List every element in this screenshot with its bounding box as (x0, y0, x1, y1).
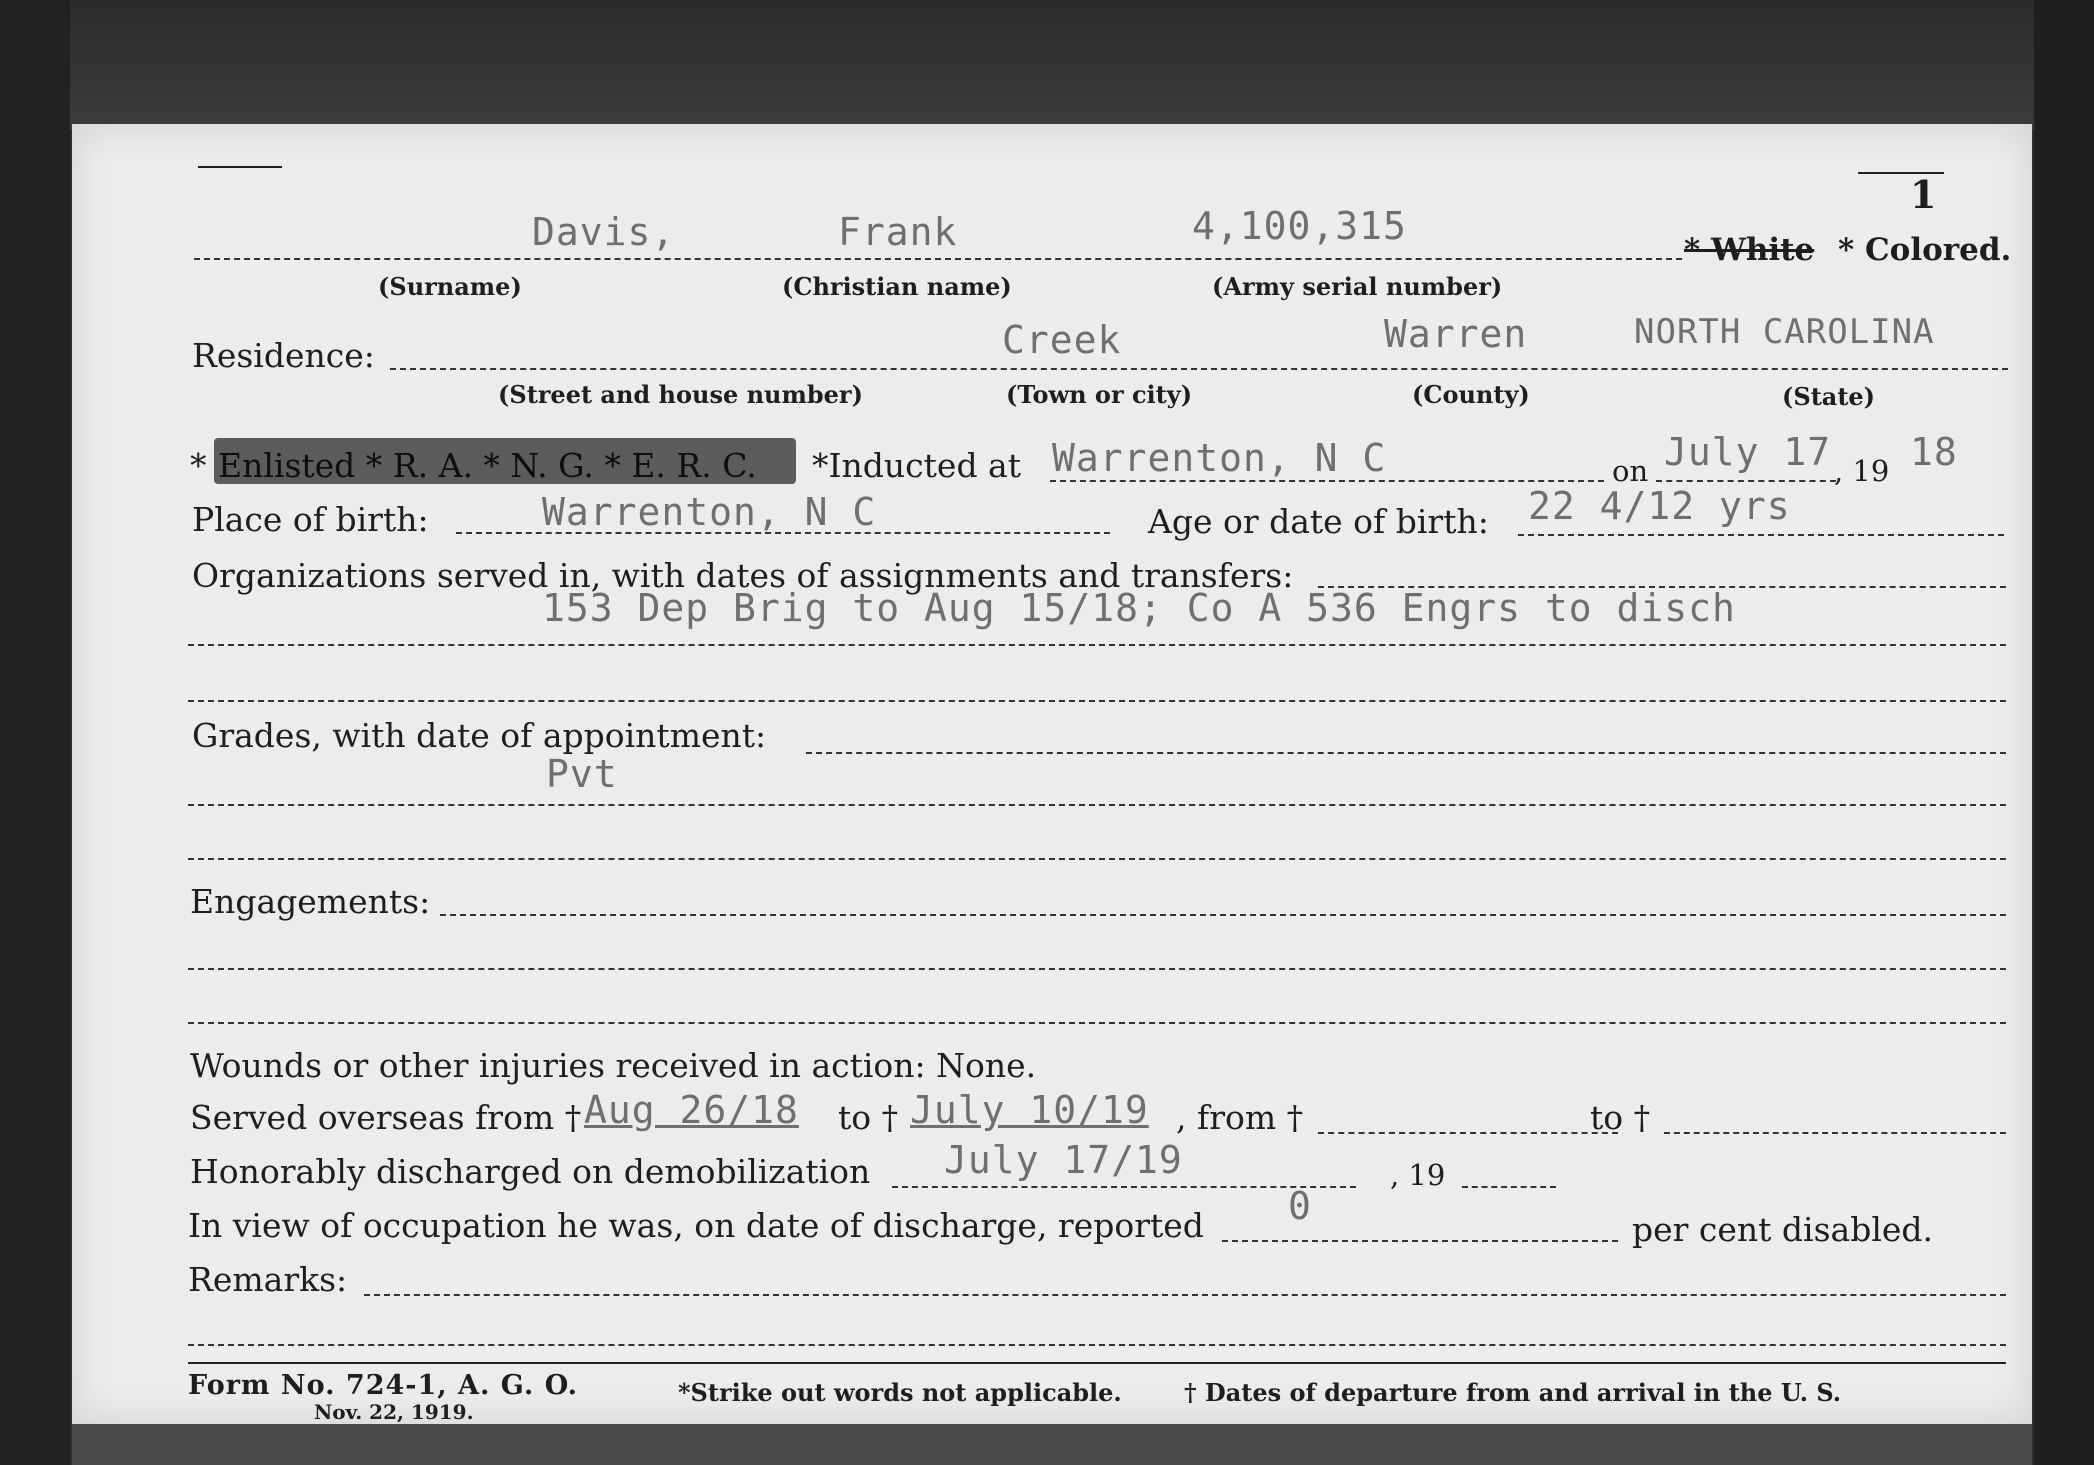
overseas-to2-line (1664, 1132, 2006, 1134)
service-record-card (72, 124, 2032, 1424)
residence-line (390, 368, 2008, 370)
form-number: Form No. 724-1, A. G. O. (188, 1370, 579, 1401)
overseas-to-label: to † (838, 1098, 899, 1137)
remarks-line-2 (188, 1344, 2006, 1346)
engagements-line-2 (188, 968, 2006, 970)
surname-value: Davis, (532, 210, 676, 254)
grades-line-3 (188, 858, 2006, 860)
grades-line-1 (806, 752, 2006, 754)
top-left-rule (198, 166, 282, 168)
residence-county-value: Warren (1384, 312, 1528, 356)
town-caption: (Town or city) (1006, 380, 1193, 409)
race-white-option: * White (1684, 232, 1815, 268)
inducted-date-line (1656, 480, 1836, 482)
grades-value: Pvt (546, 752, 618, 796)
discharge-date-line (892, 1186, 1356, 1188)
place-of-birth-line (456, 532, 1110, 534)
card-number: 1 (1910, 172, 1937, 217)
residence-label: Residence: (192, 336, 375, 375)
overseas-to2-label: to † (1590, 1098, 1651, 1137)
overseas-from-label: Served overseas from † (190, 1098, 582, 1137)
surname-caption: (Surname) (378, 272, 522, 301)
organizations-line-2 (188, 644, 2006, 646)
background-left (0, 0, 70, 1465)
overseas-from2-line (1318, 1132, 1618, 1134)
remarks-label: Remarks: (188, 1260, 348, 1299)
background-top (0, 0, 2094, 130)
residence-state-value: NORTH CAROLINA (1634, 312, 1935, 352)
disability-value: 0 (1288, 1184, 1312, 1228)
overseas-from2-label: , from † (1176, 1098, 1304, 1137)
inducted-place-value: Warrenton, N C (1052, 436, 1387, 480)
christian-name-caption: (Christian name) (782, 272, 1012, 301)
enlisted-options: Enlisted * R. A. * N. G. * E. R. C. (218, 446, 757, 485)
overseas-from-value: Aug 26/18 (584, 1088, 799, 1132)
state-caption: (State) (1782, 382, 1876, 411)
engagements-line-3 (188, 1022, 2006, 1024)
residence-town-value: Creek (1002, 318, 1122, 362)
wounds-label: Wounds or other injuries received in action: None. (190, 1046, 1037, 1085)
organizations-line-3 (188, 700, 2006, 702)
serial-number-value: 4,100,315 (1192, 204, 1407, 248)
inducted-year-value: 18 (1910, 430, 1958, 474)
age-value: 22 4/12 yrs (1528, 484, 1791, 528)
inducted-place-line (1050, 480, 1604, 482)
street-caption: (Street and house number) (498, 380, 863, 409)
grades-label: Grades, with date of appointment: (192, 716, 767, 755)
organizations-label: Organizations served in, with dates of assignments and transfers: (192, 556, 1294, 595)
background-right (2034, 0, 2094, 1465)
inducted-label: *Inducted at (812, 446, 1021, 485)
footer-rule (188, 1362, 2006, 1364)
name-line (194, 258, 1682, 260)
christian-name-value: Frank (838, 210, 958, 254)
grades-line-2 (188, 804, 2006, 806)
card-bottom-shadow (72, 1420, 2032, 1465)
overseas-to-value: July 10/19 (910, 1088, 1149, 1132)
enlisted-star: * (190, 446, 207, 485)
form-date: Nov. 22, 1919. (314, 1400, 474, 1424)
place-of-birth-value: Warrenton, N C (542, 490, 877, 534)
dates-note: † Dates of departure from and arrival in the U. S. (1184, 1378, 1842, 1407)
inducted-on-label: on (1612, 454, 1649, 488)
inducted-year-prefix: , 19 (1834, 454, 1890, 488)
remarks-line-1 (364, 1294, 2006, 1296)
age-line (1518, 534, 2004, 536)
discharge-date-value: July 17/19 (944, 1138, 1183, 1182)
age-label: Age or date of birth: (1148, 502, 1489, 541)
disability-line (1222, 1240, 1618, 1242)
organizations-value: 153 Dep Brig to Aug 15/18; Co A 536 Engrs to disch (542, 586, 1736, 630)
county-caption: (County) (1412, 380, 1530, 409)
engagements-line-1 (440, 914, 2006, 916)
disability-suffix: per cent disabled. (1632, 1210, 1934, 1249)
engagements-label: Engagements: (190, 882, 431, 921)
race-colored-option: * Colored. (1838, 232, 2012, 268)
serial-number-caption: (Army serial number) (1212, 272, 1503, 301)
discharge-label: Honorably discharged on demobilization (190, 1152, 871, 1191)
place-of-birth-label: Place of birth: (192, 500, 429, 539)
discharge-year-line (1462, 1186, 1556, 1188)
discharge-year-label: , 19 (1390, 1158, 1446, 1192)
strike-note: *Strike out words not applicable. (678, 1378, 1122, 1407)
disability-label: In view of occupation he was, on date of discharge, reported (188, 1206, 1204, 1245)
inducted-date-value: July 17 (1664, 430, 1832, 474)
